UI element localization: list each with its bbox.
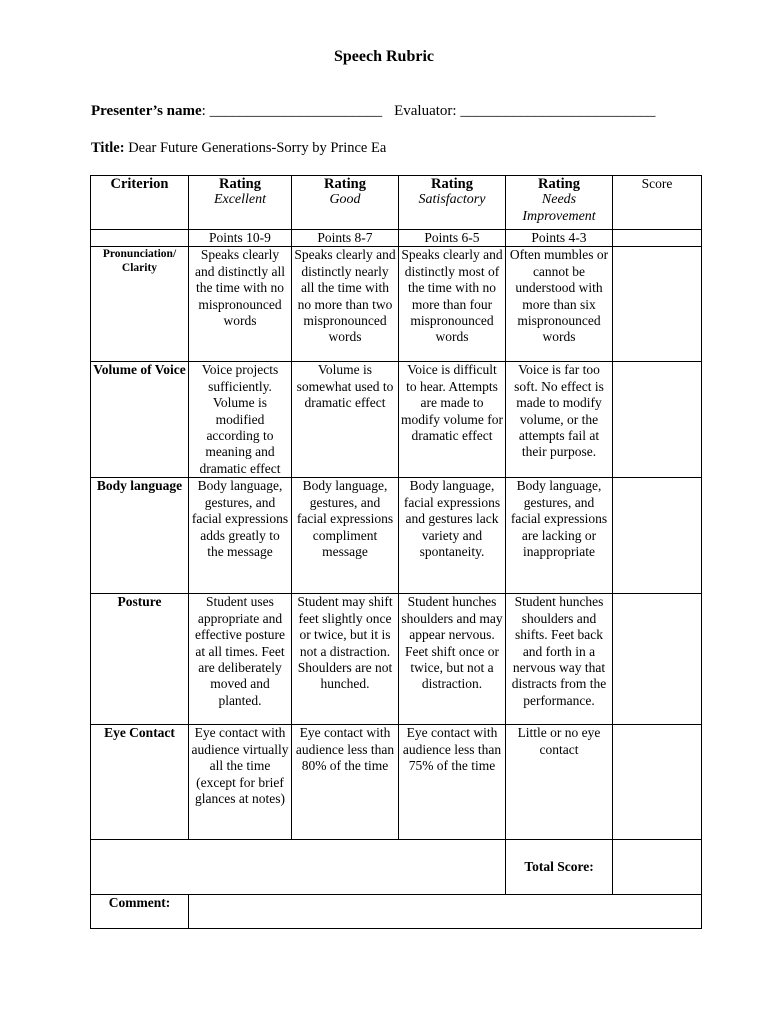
table-row xyxy=(91,247,702,362)
score-input-cell[interactable] xyxy=(613,247,702,362)
needs-improvement-cell: Body language, gestures, and facial expressions are lacking or inappropriate xyxy=(506,478,613,594)
good-cell: Body language, gestures, and facial expressions compliment message xyxy=(292,478,399,594)
needs-improvement-cell: Little or no eye contact xyxy=(506,725,613,840)
excellent-cell: Voice projects sufficiently. Volume is modified according to meaning and dramatic effect xyxy=(189,362,292,478)
points-excellent: Points 10-9 xyxy=(189,230,292,247)
points-satisfactory: Points 6-5 xyxy=(399,230,506,247)
points-row xyxy=(91,230,702,247)
good-cell: Volume is somewhat used to dramatic effect xyxy=(292,362,399,478)
needs-improvement-cell: Often mumbles or cannot be understood with more than six mispronounced words xyxy=(506,247,613,362)
score-input-cell[interactable] xyxy=(613,362,702,478)
satisfactory-cell: Body language, facial expressions and gestures lack variety and spontaneity. xyxy=(399,478,506,594)
table-row xyxy=(91,725,702,840)
excellent-cell: Student uses appropriate and effective posture at all times. Feet are deliberately moved and planted. xyxy=(189,594,292,725)
table-row xyxy=(91,362,702,478)
total-score-input[interactable] xyxy=(613,840,702,895)
evaluator-label: Evaluator: xyxy=(394,103,461,119)
score-input-cell[interactable] xyxy=(613,725,702,840)
satisfactory-cell: Eye contact with audience less than 75% of the time xyxy=(399,725,506,840)
presenter-line xyxy=(91,103,655,120)
points-good: Points 8-7 xyxy=(292,230,399,247)
satisfactory-cell: Voice is difficult to hear. Attempts are made to modify volume for dramatic effect xyxy=(399,362,506,478)
presenter-label: Presenter’s name xyxy=(91,103,202,119)
score-header: Score xyxy=(613,176,702,230)
points-needs-improvement: Points 4-3 xyxy=(506,230,613,247)
criterion-cell: Volume of Voice xyxy=(91,362,189,478)
speech-title-line xyxy=(91,140,386,157)
needs-improvement-cell: Student hunches shoulders and shifts. Feet back and forth in a nervous way that distracts from the performance. xyxy=(506,594,613,725)
presenter-name-field[interactable]: : _______________________ xyxy=(201,103,383,119)
satisfactory-header: Rating Satisfactory xyxy=(399,176,506,230)
total-score-label: Total Score: xyxy=(506,840,613,895)
header-row xyxy=(91,176,702,230)
document-title: Speech Rubric xyxy=(334,48,434,65)
rubric-table xyxy=(90,175,702,929)
table-row xyxy=(91,478,702,594)
criterion-header: Criterion xyxy=(91,176,189,230)
satisfactory-cell: Speaks clearly and distinctly most of the time with no more than four mispronounced words xyxy=(399,247,506,362)
speech-title-value: Dear Future Generations-Sorry by Prince Ea xyxy=(124,140,387,156)
points-score-cell xyxy=(613,230,702,247)
needs-improvement-header: Rating Needs Improvement xyxy=(506,176,613,230)
excellent-cell: Speaks clearly and distinctly all the time with no mispronounced words xyxy=(189,247,292,362)
table-row xyxy=(91,594,702,725)
good-cell: Eye contact with audience less than 80% of the time xyxy=(292,725,399,840)
criterion-cell: Pronunciation/ Clarity xyxy=(91,247,189,362)
excellent-cell: Body language, gestures, and facial expressions adds greatly to the message xyxy=(189,478,292,594)
score-input-cell[interactable] xyxy=(613,478,702,594)
criterion-cell: Eye Contact xyxy=(91,725,189,840)
comment-input[interactable] xyxy=(189,895,702,929)
good-header: Rating Good xyxy=(292,176,399,230)
comment-label: Comment: xyxy=(91,895,189,929)
criterion-cell: Body language xyxy=(91,478,189,594)
total-row xyxy=(91,840,702,895)
criterion-cell: Posture xyxy=(91,594,189,725)
evaluator-field[interactable]: __________________________ xyxy=(460,103,656,119)
good-cell: Speaks clearly and distinctly nearly all the time with no more than two mispronounced words xyxy=(292,247,399,362)
good-cell: Student may shift feet slightly once or twice, but it is not a distraction. Shoulders are not hunched. xyxy=(292,594,399,725)
total-blank-cell xyxy=(91,840,506,895)
satisfactory-cell: Student hunches shoulders and may appear nervous. Feet shift once or twice, but not a distraction. xyxy=(399,594,506,725)
speech-title-label: Title: xyxy=(91,140,125,156)
needs-improvement-cell: Voice is far too soft. No effect is made to modify volume, or the attempts fail at their purpose. xyxy=(506,362,613,478)
points-blank-cell xyxy=(91,230,189,247)
score-input-cell[interactable] xyxy=(613,594,702,725)
excellent-header: Rating Excellent xyxy=(189,176,292,230)
comment-row xyxy=(91,895,702,929)
excellent-cell: Eye contact with audience virtually all the time (except for brief glances at notes) xyxy=(189,725,292,840)
